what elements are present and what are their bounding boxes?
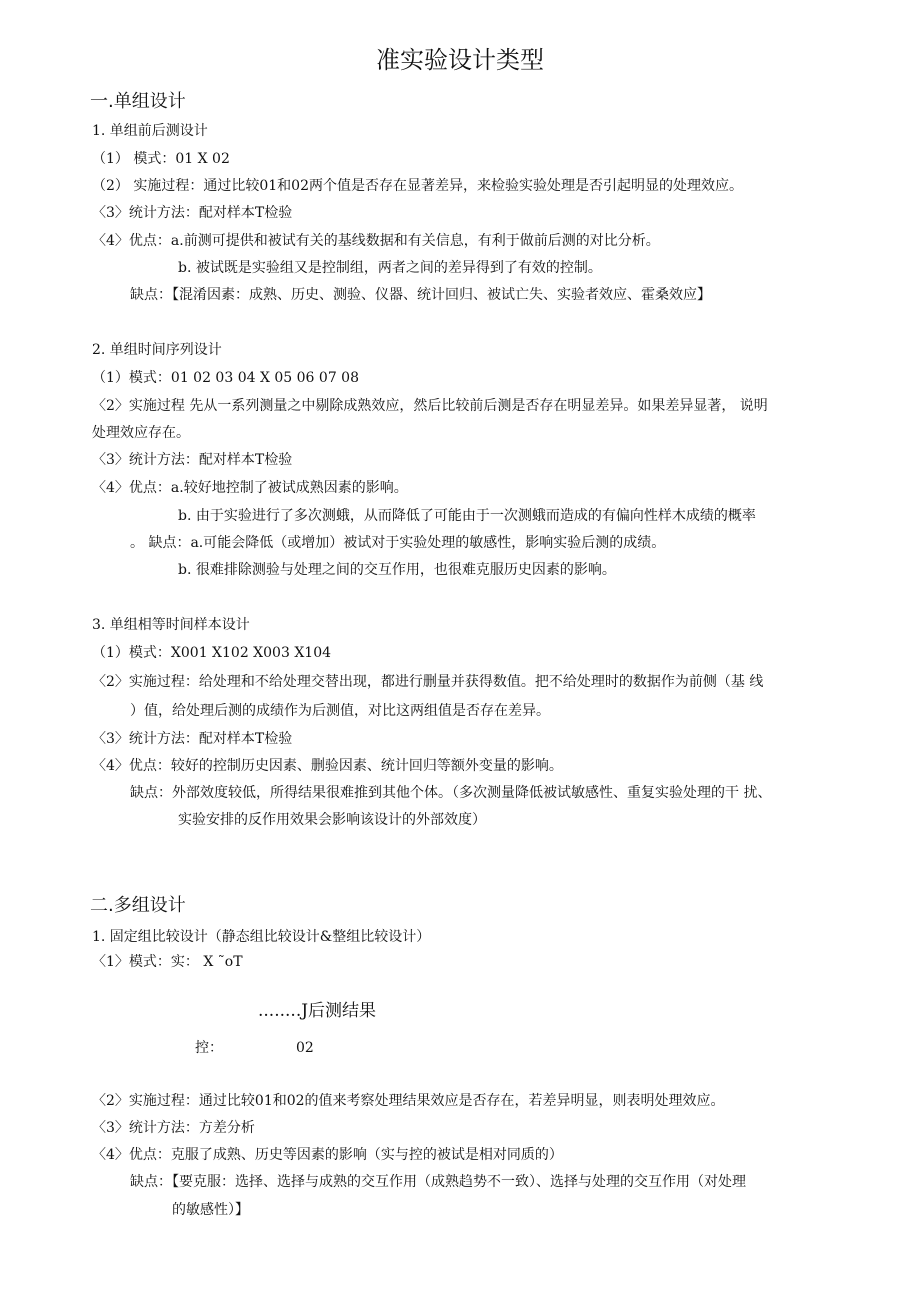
disadvantage-line: 。 缺点：a.可能会降低（或增加）被试对于实验处理的敏感性，影响实验后测的成绩。 [130,535,666,551]
subsection-title: 3. 单组相等时间样本设计 [92,617,250,633]
subsection-title: 1. 固定组比较设计（静态组比较设计&整组比较设计） [92,929,431,945]
subsection-title: 1. 单组前后测设计 [92,123,208,139]
advantage-line: 〈4〉优点：a.前测可提供和被试有关的基线数据和有关信息，有利于做前后测的对比分析。 [92,233,660,249]
disadvantage-line: 缺点：【混淆因素：成熟、历史、测验、仪器、统计回归、被试亡失、实验者效应、霍桑效应】 [130,287,711,303]
pattern-line: （1）模式：X001 X102 X003 X104 [92,645,332,661]
advantage-line: 〈4〉优点：较好的控制历史因素、删验因素、统计回归等额外变量的影响。 [92,758,563,774]
disadvantage-line-b: b. 很难排除测验与处理之间的交互作用，也很难克服历史因素的影响。 [178,562,616,578]
procedure-line: （2） 实施过程：通过比较01和02两个值是否存在显著差异，来检验实验处理是否引起明显的处理效应。 [92,178,743,194]
pattern-line: （1）模式：01 02 03 04 X 05 06 07 08 [92,370,359,386]
advantage-line-b: b. 被试既是实验组又是控制组，两者之间的差异得到了有效的控制。 [178,260,602,276]
disadvantage-line: 缺点：【要克服：选择、选择与成熟的交互作用（成熟趋势不一致）、选择与处理的交互作用（对处理 [130,1174,746,1190]
procedure-line: 〈2〉实施过程：通过比较01和02的值来考察处理结果效应是否存在，若差异明显，则表明处理效应。 [92,1093,725,1109]
advantage-line: 〈4〉优点：a.较好地控制了被试成熟因素的影响。 [92,480,408,496]
posttest-result-label: ........J后测结果 [258,1001,377,1021]
stat-method-line: 〈3〉统计方法：配对样本T检验 [92,452,293,468]
control-label: 控： [195,1040,223,1056]
section-heading-single-group: 一.单组设计 [90,91,186,112]
procedure-line: 〈2〉实施过程：给处理和不给处理交替出现，都进行删量并获得数值。把不给处理时的数据作为前侧（基 线 [92,674,764,690]
control-value: 02 [296,1040,314,1056]
pattern-line: 〈1〉模式：实： X ˜oT [92,954,243,970]
disadvantage-line-cont: 实验安排的反作用效果会影响该设计的外部效度） [178,812,486,828]
pattern-line: （1） 模式：01 X 02 [92,151,230,167]
disadvantage-line-cont: 的敏感性）】 [172,1202,249,1218]
procedure-line-cont: 处理效应存在。 [92,425,190,441]
stat-method-line: 〈3〉统计方法：方差分析 [92,1120,255,1136]
stat-method-line: 〈3〉统计方法：配对样本T检验 [92,205,293,221]
stat-method-line: 〈3〉统计方法：配对样本T检验 [92,731,293,747]
advantage-line-b: b. 由于实验进行了多次测蛾，从而降低了可能由于一次测蛾而造成的有偏向性样木成绩的概率 [178,508,756,524]
section-heading-multi-group: 二.多组设计 [90,895,186,916]
advantage-line: 〈4〉优点：克服了成熟、历史等因素的影响（实与控的被试是相对同质的） [92,1147,563,1163]
procedure-line-cont: ）值，给处理后测的成绩作为后测值，对比这两组值是否存在差异。 [130,703,550,719]
subsection-title: 2. 单组时间序列设计 [92,342,222,358]
page-title: 准实验设计类型 [376,46,544,74]
disadvantage-line: 缺点：外部效度较低，所得结果很难推到其他个体。（多次测量降低被试敏感性、重复实验处理的干 扰、 [130,785,772,801]
procedure-line: 〈2〉实施过程 先从一系列测量之中剔除成熟效应，然后比较前后测是否存在明显差异。如果差异显著， 说明 [92,398,768,414]
